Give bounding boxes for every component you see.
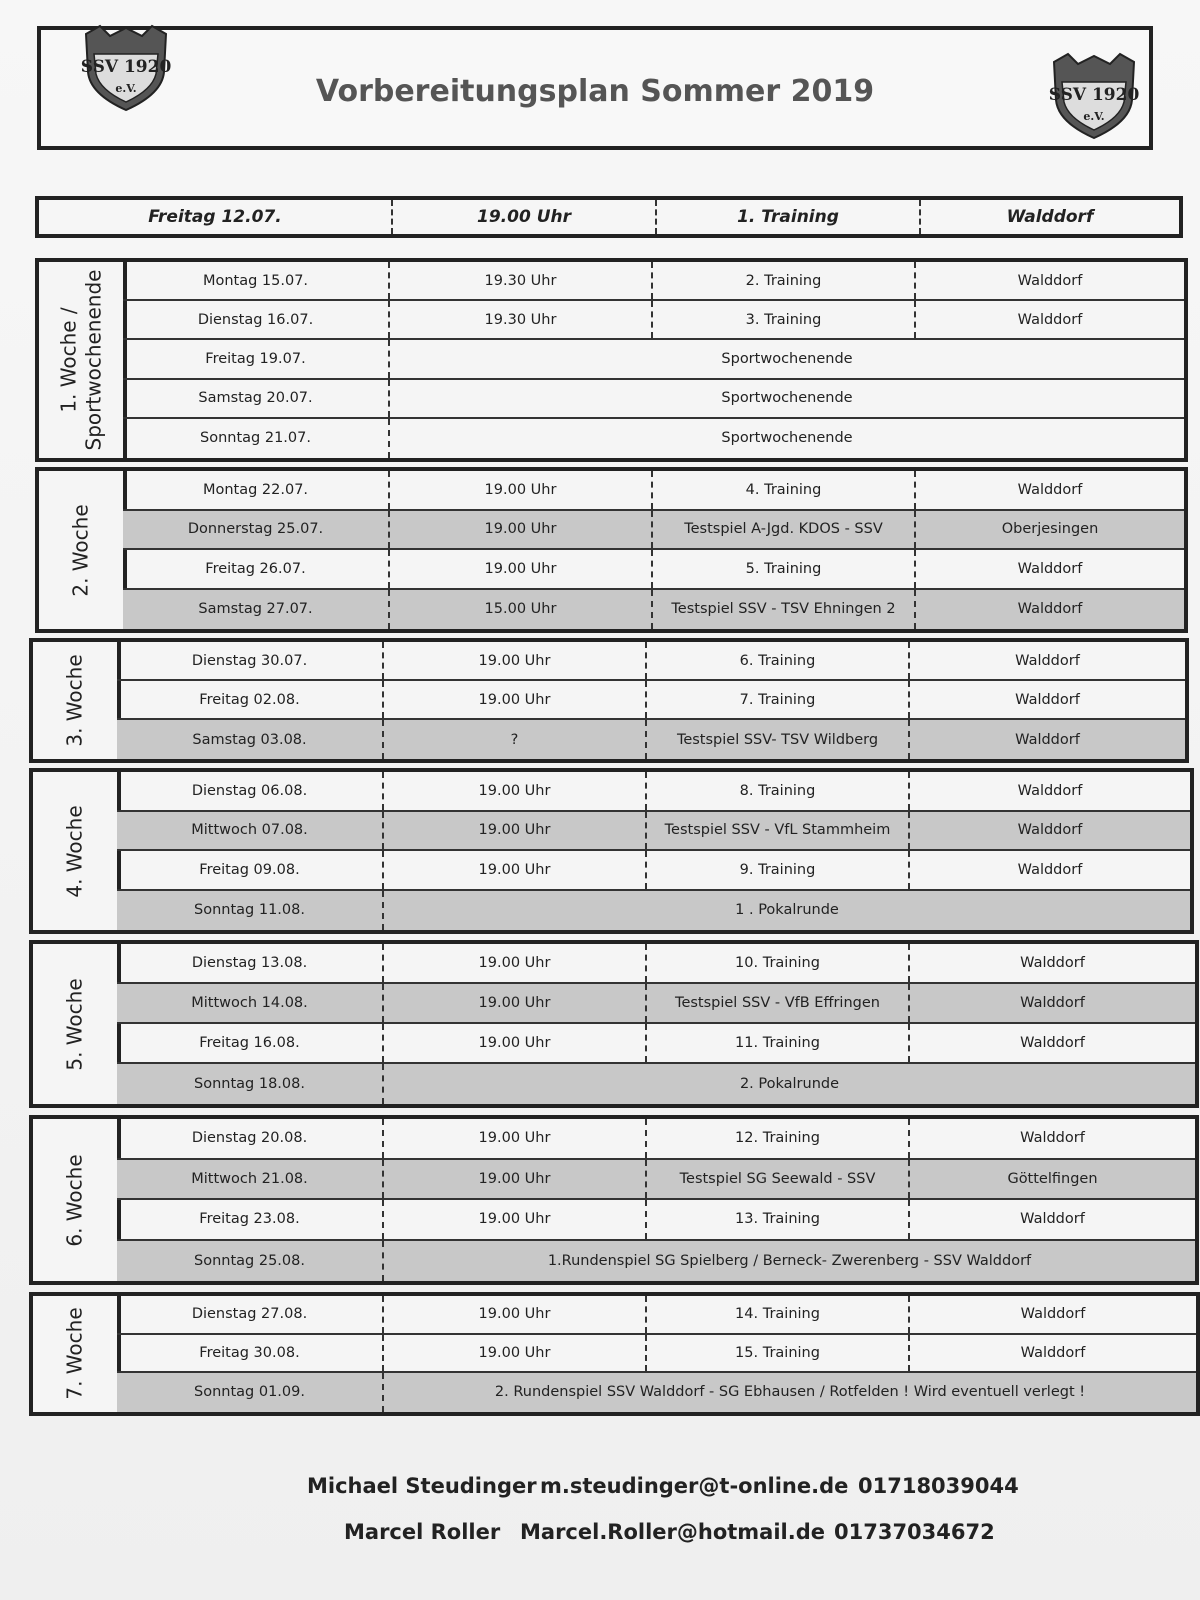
week-label — [33, 772, 121, 930]
row-place: Walddorf — [1017, 822, 1083, 839]
row-event: 12. Training — [647, 1119, 910, 1158]
row-event: 14. Training — [647, 1296, 910, 1333]
schedule-row — [123, 340, 1184, 379]
row-span-event: Sportwochenende — [721, 350, 853, 367]
row-place: Walddorf — [1020, 1130, 1085, 1147]
row-place: Walddorf — [1015, 731, 1080, 748]
row-time: 19.00 Uhr — [384, 851, 647, 889]
row-time: 19.00 Uhr — [384, 984, 647, 1022]
schedule-row — [123, 471, 1184, 511]
row-place: Walddorf — [1017, 272, 1083, 289]
row-time: 19.00 Uhr — [384, 1335, 647, 1372]
row-event: 7. Training — [647, 681, 910, 718]
svg-text:e.V.: e.V. — [1083, 110, 1105, 123]
first-row-time: 19.00 Uhr — [393, 200, 657, 234]
row-date: Sonntag 25.08. — [117, 1241, 384, 1282]
row-event: Testspiel SSV - TSV Ehningen 2 — [653, 590, 916, 630]
svg-text:e.V.: e.V. — [115, 82, 137, 95]
row-span-event: Sportwochenende — [721, 430, 853, 447]
schedule-row — [117, 891, 1190, 931]
row-place: Walddorf — [1020, 1211, 1085, 1228]
row-event: 3. Training — [653, 301, 916, 338]
row-date: Sonntag 21.07. — [123, 419, 390, 458]
row-time: 19.00 Uhr — [390, 511, 653, 549]
schedule-row — [117, 772, 1190, 812]
schedule-row — [117, 1119, 1195, 1160]
row-time: ? — [384, 720, 647, 759]
week-label-text: 1. Woche / Sportwochenende — [56, 269, 106, 451]
schedule-row — [123, 262, 1184, 301]
row-date: Sonntag 18.08. — [117, 1064, 384, 1104]
schedule-row — [117, 1064, 1195, 1104]
week-label — [33, 1119, 121, 1281]
row-date: Montag 22.07. — [123, 471, 390, 509]
row-event: Testspiel SSV - VfB Effringen — [647, 984, 910, 1022]
row-date: Freitag 23.08. — [117, 1200, 384, 1239]
schedule-row — [117, 1024, 1195, 1064]
contact-name: Marcel Roller — [344, 1520, 501, 1544]
schedule-row — [117, 681, 1185, 720]
week-block — [29, 638, 1189, 763]
row-date: Samstag 20.07. — [123, 380, 390, 417]
first-row-date: Freitag 12.07. — [39, 200, 393, 234]
row-place: Walddorf — [1020, 1344, 1086, 1361]
row-time: 19.00 Uhr — [384, 1024, 647, 1062]
schedule-row — [117, 812, 1190, 852]
row-place: Walddorf — [1017, 601, 1083, 618]
first-row-place: Walddorf — [1006, 207, 1094, 227]
row-place: Göttelfingen — [1007, 1170, 1098, 1187]
week-label-text: 7. Woche — [62, 1307, 87, 1400]
row-event: 13. Training — [647, 1200, 910, 1239]
schedule-row — [117, 1200, 1195, 1241]
row-time: 19.00 Uhr — [384, 1296, 647, 1333]
row-time: 19.00 Uhr — [384, 772, 647, 810]
row-place: Walddorf — [1017, 782, 1083, 799]
week-label-text: 4. Woche — [62, 804, 87, 898]
row-date: Samstag 03.08. — [117, 720, 384, 759]
row-event: 4. Training — [653, 471, 916, 509]
row-place: Walddorf — [1017, 560, 1083, 577]
row-date: Freitag 16.08. — [117, 1024, 384, 1062]
row-event: Testspiel A-Jgd. KDOS - SSV — [653, 511, 916, 549]
week-label — [33, 642, 121, 759]
week-label — [33, 944, 121, 1104]
schedule-row — [117, 720, 1185, 759]
row-date: Sonntag 11.08. — [117, 891, 384, 931]
row-date: Dienstag 16.07. — [123, 301, 390, 338]
schedule-row — [117, 1373, 1196, 1412]
schedule-row — [117, 1296, 1196, 1335]
row-span-event: 1 . Pokalrunde — [735, 902, 839, 919]
first-row-event: 1. Training — [657, 200, 921, 234]
row-place: Walddorf — [1017, 481, 1083, 498]
week-label-text: 3. Woche — [62, 654, 87, 747]
row-place: Walddorf — [1020, 955, 1085, 971]
row-date: Samstag 27.07. — [123, 590, 390, 630]
row-time: 19.00 Uhr — [384, 812, 647, 850]
row-place: Walddorf — [1020, 1035, 1085, 1051]
row-event: 10. Training — [647, 944, 910, 982]
header-box — [37, 26, 1153, 150]
week-block — [29, 1115, 1199, 1285]
row-date: Mittwoch 07.08. — [117, 812, 384, 850]
row-time: 19.00 Uhr — [384, 1200, 647, 1239]
row-time: 19.00 Uhr — [384, 642, 647, 679]
row-time: 19.30 Uhr — [390, 262, 653, 299]
row-time: 19.00 Uhr — [384, 944, 647, 982]
schedule-row — [123, 550, 1184, 590]
schedule-row — [117, 1160, 1195, 1201]
row-date: Dienstag 13.08. — [117, 944, 384, 982]
schedule-row — [123, 419, 1184, 458]
schedule-row — [117, 642, 1185, 681]
row-date: Mittwoch 21.08. — [117, 1160, 384, 1199]
first-training-row — [35, 196, 1183, 238]
row-span-event: 2. Rundenspiel SSV Walddorf - SG Ebhausen / Rotfelden ! Wird eventuell verlegt ! — [494, 1384, 1086, 1401]
row-time: 19.00 Uhr — [390, 471, 653, 509]
svg-text:SSV 1920: SSV 1920 — [1048, 85, 1140, 105]
row-time: 19.00 Uhr — [384, 681, 647, 718]
row-event: 15. Training — [647, 1335, 910, 1372]
row-place: Walddorf — [1017, 311, 1083, 328]
contact-name: Michael Steudinger — [307, 1474, 537, 1498]
row-event: 8. Training — [647, 772, 910, 810]
svg-text:SSV 1920: SSV 1920 — [80, 57, 172, 77]
row-time: 19.00 Uhr — [384, 1160, 647, 1199]
row-date: Montag 15.07. — [123, 262, 390, 299]
row-date: Freitag 02.08. — [117, 681, 384, 718]
row-date: Sonntag 01.09. — [117, 1373, 384, 1412]
schedule-row — [123, 380, 1184, 419]
row-place: Walddorf — [1017, 861, 1083, 878]
week-block — [29, 768, 1194, 934]
row-date: Dienstag 20.08. — [117, 1119, 384, 1158]
week-block — [35, 258, 1188, 462]
row-event: Testspiel SSV - VfL Stammheim — [647, 812, 910, 850]
row-date: Mittwoch 14.08. — [117, 984, 384, 1022]
row-date: Donnerstag 25.07. — [123, 511, 390, 549]
row-place: Walddorf — [1020, 995, 1085, 1011]
schedule-row — [117, 984, 1195, 1024]
row-time: 19.00 Uhr — [390, 550, 653, 588]
week-block — [29, 1292, 1200, 1416]
row-place: Oberjesingen — [1001, 521, 1099, 538]
row-date: Dienstag 30.07. — [117, 642, 384, 679]
week-label-text: 6. Woche — [62, 1153, 87, 1247]
row-date: Freitag 19.07. — [123, 340, 390, 377]
week-block — [35, 467, 1188, 633]
club-logo-left — [80, 24, 172, 112]
row-date: Freitag 09.08. — [117, 851, 384, 889]
row-span-event: Sportwochenende — [721, 390, 853, 407]
row-event: Testspiel SG Seewald - SSV — [647, 1160, 910, 1199]
row-event: 9. Training — [647, 851, 910, 889]
row-date: Freitag 26.07. — [123, 550, 390, 588]
row-place: Walddorf — [1020, 1306, 1086, 1323]
contact-email: Marcel.Roller@hotmail.de — [520, 1520, 826, 1544]
schedule-row — [117, 1241, 1195, 1282]
week-label — [39, 471, 127, 629]
week-label-text: 5. Woche — [62, 977, 87, 1071]
row-date: Dienstag 06.08. — [117, 772, 384, 810]
row-event: 5. Training — [653, 550, 916, 588]
row-span-event: 2. Pokalrunde — [739, 1076, 840, 1092]
row-time: 15.00 Uhr — [390, 590, 653, 630]
schedule-row — [123, 511, 1184, 551]
row-span-event: 1.Rundenspiel SG Spielberg / Berneck- Zwerenberg - SSV Walddorf — [547, 1252, 1032, 1269]
schedule-row — [117, 851, 1190, 891]
row-place: Walddorf — [1015, 652, 1080, 669]
row-date: Freitag 30.08. — [117, 1335, 384, 1372]
contact-phone: 01718039044 — [858, 1474, 1019, 1498]
week-label — [33, 1296, 121, 1412]
row-event: Testspiel SSV- TSV Wildberg — [647, 720, 910, 759]
week-label-text: 2. Woche — [68, 503, 93, 597]
row-place: Walddorf — [1015, 691, 1080, 708]
schedule-row — [123, 590, 1184, 630]
week-block — [29, 940, 1199, 1108]
page-title: Vorbereitungsplan Sommer 2019 — [315, 74, 875, 109]
contact-email: m.steudinger@t-online.de — [540, 1474, 849, 1498]
row-date: Dienstag 27.08. — [117, 1296, 384, 1333]
row-event: 11. Training — [647, 1024, 910, 1062]
schedule-row — [123, 301, 1184, 340]
row-time: 19.00 Uhr — [384, 1119, 647, 1158]
row-time: 19.30 Uhr — [390, 301, 653, 338]
contact-phone: 01737034672 — [834, 1520, 995, 1544]
row-event: 6. Training — [647, 642, 910, 679]
row-event: 2. Training — [653, 262, 916, 299]
schedule-row — [117, 944, 1195, 984]
week-label — [39, 262, 127, 458]
schedule-row — [117, 1335, 1196, 1374]
club-logo-right — [1048, 52, 1140, 140]
